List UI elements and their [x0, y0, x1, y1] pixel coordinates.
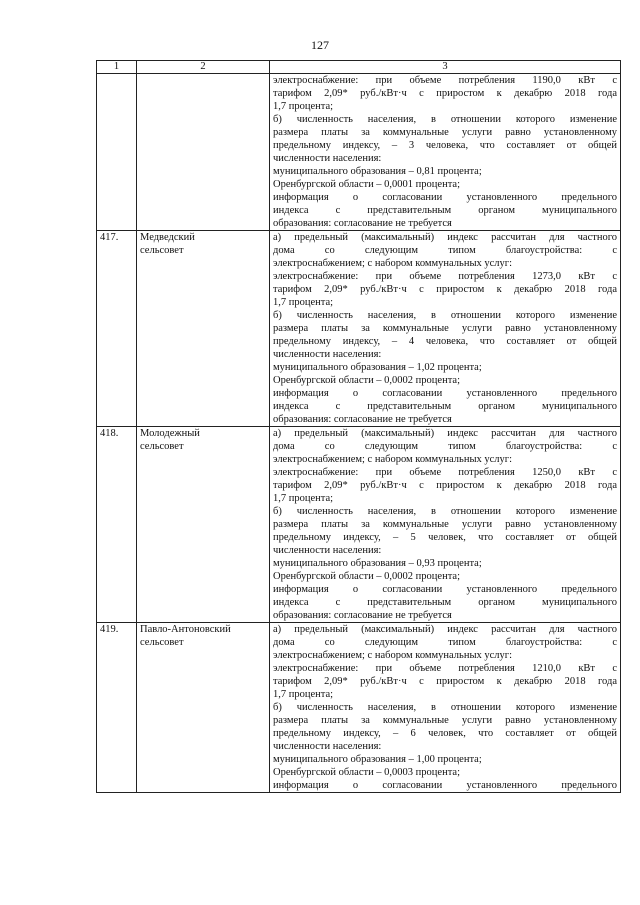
description-line: а) предельный (максимальный) индекс рассчитан для частного [273, 624, 617, 635]
description-line: Оренбургской области – 0,0002 процента; [273, 571, 460, 582]
description-line: размера платы за коммунальные услуги равно установленному [273, 127, 617, 138]
description-line: 1,7 процента; [273, 493, 334, 504]
description-line: дома со следующим типом благоустройства: с [273, 245, 617, 256]
description-line: численности населения: [273, 545, 382, 556]
description-line: информация о согласовании установленного предельного [273, 192, 617, 203]
row-number: 419. [97, 623, 137, 793]
description-line: предельному индексу, – 4 человека, что составляет от общей [273, 336, 617, 347]
description-line: а) предельный (максимальный) индекс рассчитан для частного [273, 428, 617, 439]
table-body [97, 61, 621, 793]
settlement-name-line: Павло-Антоновский [140, 624, 231, 635]
description-line: индекса с представительным органом муниципального [273, 205, 617, 216]
description-line: численности населения: [273, 741, 382, 752]
table-row [97, 427, 621, 623]
table-row [97, 623, 621, 793]
description-line: б) численность населения, в отношении которого изменение [273, 310, 617, 321]
description-line: дома со следующим типом благоустройства: с [273, 637, 617, 648]
description-line: электроснабжение: при объеме потребления 1250,0 кВт с [273, 467, 617, 478]
description-line: Оренбургской области – 0,0003 процента; [273, 767, 460, 778]
settlement-name-line: Молодежный [140, 428, 200, 439]
description-line: б) численность населения, в отношении которого изменение [273, 702, 617, 713]
settlement-name-line: сельсовет [140, 441, 184, 452]
description-line: предельному индексу, – 5 человек, что составляет от общей [273, 532, 617, 543]
settlement-name-line: сельсовет [140, 637, 184, 648]
description-line: предельному индексу, – 6 человек, что составляет от общей [273, 728, 617, 739]
description-line: численности населения: [273, 153, 382, 164]
description-line: размера платы за коммунальные услуги равно установленному [273, 519, 617, 530]
description-line: образования: согласование не требуется [273, 218, 452, 229]
settlement-name [137, 623, 270, 793]
index-description [270, 231, 621, 427]
settlement-name [137, 231, 270, 427]
description-line: 1,7 процента; [273, 689, 334, 700]
description-line: тарифом 2,09* руб./кВт·ч с приростом к декабрю 2018 года [273, 284, 617, 295]
description-line: размера платы за коммунальные услуги равно установленному [273, 715, 617, 726]
header-row [97, 61, 621, 74]
description-line: размера платы за коммунальные услуги равно установленному [273, 323, 617, 334]
settlement-name [137, 74, 270, 231]
description-line: 1,7 процента; [273, 297, 334, 308]
page-number: 127 [311, 38, 329, 52]
header-cell-1: 1 [97, 61, 137, 74]
tariff-table [96, 60, 621, 793]
table-row [97, 74, 621, 231]
description-line: тарифом 2,09* руб./кВт·ч с приростом к декабрю 2018 года [273, 88, 617, 99]
description-line: тарифом 2,09* руб./кВт·ч с приростом к декабрю 2018 года [273, 676, 617, 687]
description-line: б) численность населения, в отношении которого изменение [273, 506, 617, 517]
description-line: муниципального образования – 0,93 процента; [273, 558, 482, 569]
description-line: индекса с представительным органом муниципального [273, 597, 617, 608]
description-line: образования: согласование не требуется [273, 610, 452, 621]
index-description [270, 74, 621, 231]
row-number: 417. [97, 231, 137, 427]
description-line: индекса с представительным органом муниципального [273, 401, 617, 412]
description-line: электроснабжение: при объеме потребления 1273,0 кВт с [273, 271, 617, 282]
description-line: муниципального образования – 1,00 процента; [273, 754, 482, 765]
header-cell-3: 3 [270, 61, 621, 74]
description-line: тарифом 2,09* руб./кВт·ч с приростом к декабрю 2018 года [273, 480, 617, 491]
description-line: информация о согласовании установленного предельного [273, 584, 617, 595]
description-line: электроснабжение: при объеме потребления 1210,0 кВт с [273, 663, 617, 674]
description-line: муниципального образования – 1,02 процента; [273, 362, 482, 373]
description-line: электроснабжением; с набором коммунальных услуг: [273, 650, 512, 661]
description-line: б) численность населения, в отношении которого изменение [273, 114, 617, 125]
description-line: дома со следующим типом благоустройства: с [273, 441, 617, 452]
description-line: муниципального образования – 0,81 процента; [273, 166, 482, 177]
table-row [97, 231, 621, 427]
header-cell-2: 2 [137, 61, 270, 74]
index-description [270, 427, 621, 623]
description-line: электроснабжением; с набором коммунальных услуг: [273, 258, 512, 269]
settlement-name [137, 427, 270, 623]
description-line: электроснабжением; с набором коммунальных услуг: [273, 454, 512, 465]
description-line: образования: согласование не требуется [273, 414, 452, 425]
description-line: предельному индексу, – 3 человека, что составляет от общей [273, 140, 617, 151]
description-line: электроснабжение: при объеме потребления 1190,0 кВт с [273, 75, 617, 86]
description-line: Оренбургской области – 0,0001 процента; [273, 179, 460, 190]
description-line: информация о согласовании установленного предельного [273, 388, 617, 399]
settlement-name-line: Медведский [140, 232, 195, 243]
description-line: а) предельный (максимальный) индекс рассчитан для частного [273, 232, 617, 243]
index-description [270, 623, 621, 793]
description-line: 1,7 процента; [273, 101, 334, 112]
settlement-name-line: сельсовет [140, 245, 184, 256]
description-line: информация о согласовании установленного предельного [273, 780, 617, 791]
row-number: 418. [97, 427, 137, 623]
row-number [97, 74, 137, 231]
description-line: численности населения: [273, 349, 382, 360]
description-line: Оренбургской области – 0,0002 процента; [273, 375, 460, 386]
